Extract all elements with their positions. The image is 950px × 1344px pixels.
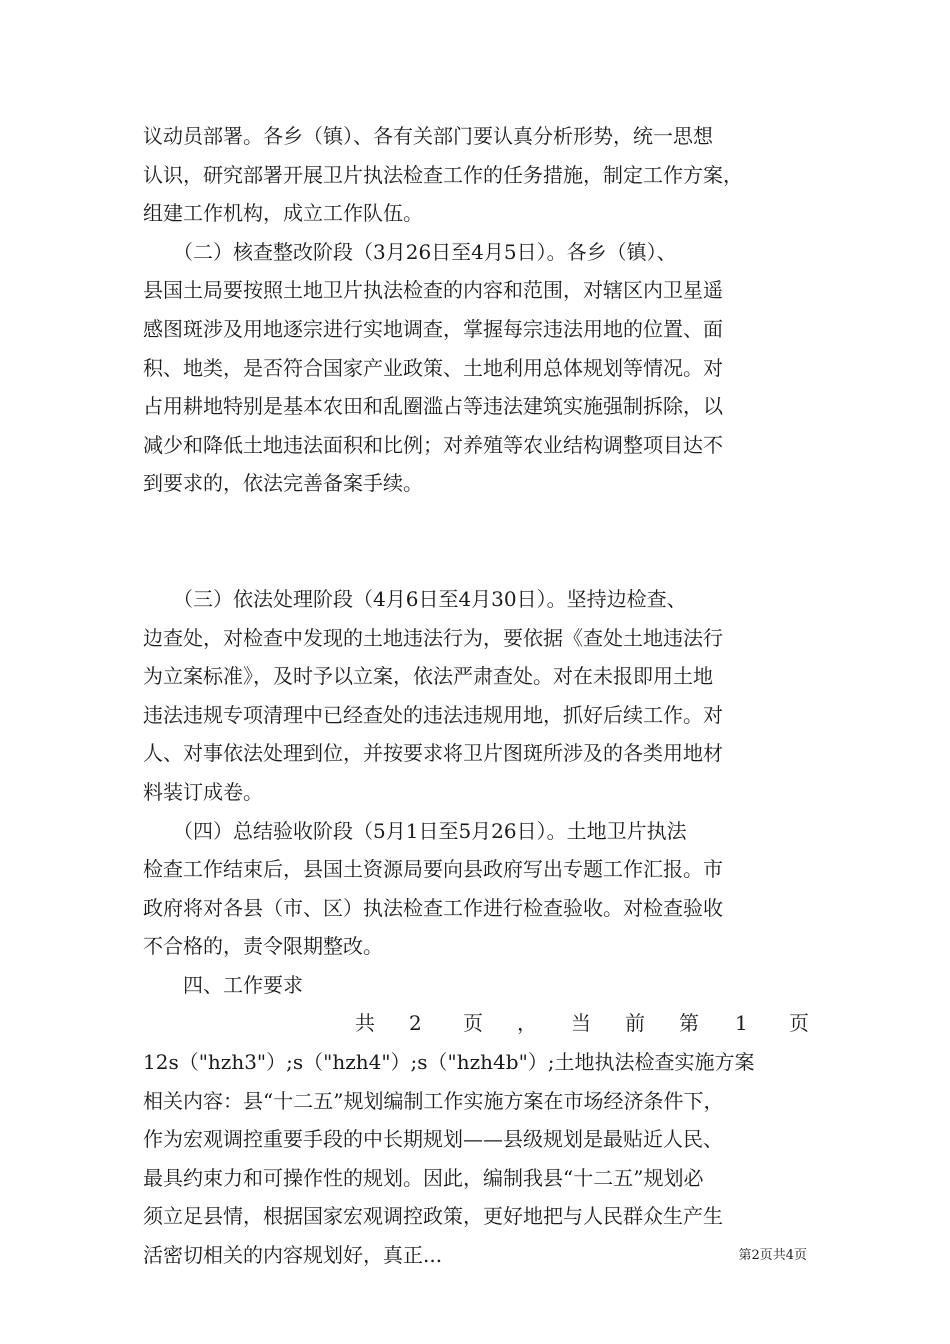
text-line: 议动员部署。各乡（镇）、各有关部门要认真分析形势，统一思想 bbox=[143, 124, 713, 148]
text-line: 边查处，对检查中发现的土地违法行为，要依据《查处土地违法行 bbox=[143, 625, 723, 650]
text-line: （三）依法处理阶段（4月6日至4月30日）。坚持边检查、 bbox=[143, 586, 687, 611]
text-line: 占用耕地特别是基本农田和乱圈滥占等违法建筑实施强制拆除，以 bbox=[143, 394, 723, 419]
text-line: （四）总结验收阶段（5月1日至5月26日）。土地卫片执法 bbox=[143, 818, 687, 843]
text-line: 政府将对各县（市、区）执法检查工作进行检查验收。对检查验收 bbox=[143, 895, 723, 920]
text-line: 活密切相关的内容规划好，真正... bbox=[143, 1243, 443, 1268]
text-line: 为立案标准》，及时予以立案，依法严肃查处。对在未报即用土地 bbox=[143, 664, 713, 689]
text-line: 作为宏观调控重要手段的中长期规划——县级规划是最贴近人民、 bbox=[143, 1127, 723, 1152]
text-line: 12s（"hzh3"）;s（"hzh4"）;s（"hzh4b"）;土地执法检查实施方案 bbox=[143, 1050, 755, 1075]
document-body bbox=[143, 117, 815, 1275]
text-line: 不合格的，责令限期整改。 bbox=[143, 934, 383, 959]
page-counter-line bbox=[143, 1004, 815, 1043]
paragraph-gap bbox=[143, 503, 815, 580]
text-line: 相关内容：县“十二五”规划编制工作实施方案在市场经济条件下， bbox=[143, 1088, 724, 1113]
text-line: 违法违规专项清理中已经查处的违法违规用地，抓好后续工作。对 bbox=[143, 702, 723, 727]
text-line: 感图斑涉及用地逐宗进行实地调查，掌握每宗违法用地的位置、面 bbox=[143, 316, 723, 341]
text-line: 检查工作结束后，县国土资源局要向县政府写出专题工作汇报。市 bbox=[143, 857, 723, 882]
text-line: 最具约束力和可操作性的规划。因此，编制我县“十二五”规划必 bbox=[143, 1165, 704, 1190]
page-counter-word: 2 bbox=[409, 1011, 422, 1036]
text-line: 减少和降低土地违法面积和比例；对养殖等农业结构调整项目达不 bbox=[143, 432, 723, 457]
page-counter-word: 第 bbox=[679, 1011, 699, 1036]
text-line: 四、工作要求 bbox=[143, 972, 303, 997]
page-counter-word: 当 bbox=[571, 1011, 591, 1036]
text-line: 须立足县情，根据国家宏观调控政策，更好地把与人民群众生产生 bbox=[143, 1204, 723, 1229]
page-counter-word: 页 bbox=[789, 1011, 809, 1036]
page-counter-word: ， bbox=[517, 1011, 537, 1036]
text-line: （二）核查整改阶段（3月26日至4月5日）。各乡（镇）、 bbox=[143, 239, 677, 264]
page-counter-word: 共 bbox=[355, 1011, 375, 1036]
text-line: 到要求的，依法完善备案手续。 bbox=[143, 471, 423, 496]
text-line: 人、对事依法处理到位，并按要求将卫片图斑所涉及的各类用地材 bbox=[143, 741, 723, 766]
text-line: 积、地类，是否符合国家产业政策、土地利用总体规划等情况。对 bbox=[143, 355, 723, 380]
text-line: 组建工作机构，成立工作队伍。 bbox=[143, 201, 423, 226]
page-counter-word: 1 bbox=[735, 1011, 748, 1036]
text-line: 认识，研究部署开展卫片执法检查工作的任务措施，制定工作方案， bbox=[143, 162, 743, 187]
text-line: 料装订成卷。 bbox=[143, 779, 263, 804]
page-counter-word: 页 bbox=[463, 1011, 483, 1036]
page-counter-word: 前 bbox=[625, 1011, 645, 1036]
text-line: 县国土局要按照土地卫片执法检查的内容和范围，对辖区内卫星遥 bbox=[143, 278, 723, 303]
page-footer: 第2页共4页 bbox=[738, 1248, 807, 1263]
